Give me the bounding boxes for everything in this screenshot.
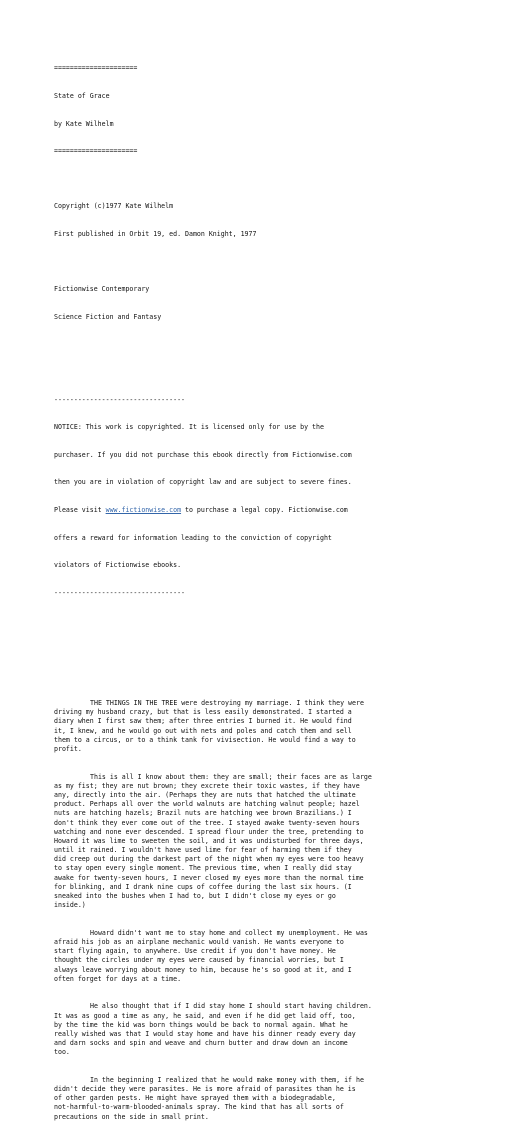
story-author: by Kate Wilhelm [54, 119, 114, 128]
paragraph-line: driving my husband crazy, but that is less easily demonstrated. I started a [54, 708, 352, 717]
publication-line: First published in Orbit 19, ed. Damon Knight, 1977 [54, 229, 257, 238]
paragraph-line: This is all I know about them: they are small; their faces are as large [90, 772, 372, 781]
paragraph-line: and darn socks and spin and weave and churn butter and draw down an income [54, 1039, 348, 1048]
paragraph-2 [54, 773, 494, 911]
paragraph-line: until it rained. I wouldn't have used lime for fear of harming them if they [54, 846, 352, 855]
paragraph-line: them to a circus, or to a think tank for vivisection. He would find a way to [54, 735, 356, 744]
paragraph-4 [54, 1002, 494, 1057]
paragraph-line: for blinking, and I drank nine cups of coffee during the last six hours. (I [54, 882, 352, 891]
paragraph-line: profit. [54, 745, 82, 753]
paragraph-line: He also thought that if I did stay home I should start having children. [90, 1002, 372, 1011]
copyright-line: Copyright (c)1977 Kate Wilhelm [54, 202, 174, 211]
paragraph-3 [54, 929, 494, 984]
document-page [54, 46, 494, 1131]
paragraph-line: too. [54, 1048, 70, 1057]
paragraph-line: THE THINGS IN THE TREE were destroying my marriage. I think they were [90, 699, 364, 708]
notice-line: violators of Fictionwise ebooks. [54, 561, 182, 570]
paragraph-line: thought the circles under my eyes were caused by financial worries, but I [54, 956, 344, 965]
fictionwise-link[interactable]: www.fictionwise.com [105, 505, 182, 514]
paragraph-line: afraid his job as an airplane mechanic would vanish. He wants everyone to [54, 938, 344, 946]
notice-visit-post: to purchase a legal copy. Fictionwise.com [181, 505, 348, 514]
header-rule-bottom: ===================== [54, 147, 138, 156]
paragraph-line: don't think they ever come out of the tree. I stayed awake twenty-seven hours [54, 818, 360, 827]
paragraph-line: to stay open every single moment. The previous time, when I really did stay [54, 864, 352, 873]
paragraph-line: awake for twenty-seven hours, I never closed my eyes more than the normal time [54, 873, 364, 882]
paragraph-line: product. Perhaps all over the world walnuts are hatching walnut people; hazel [54, 800, 360, 809]
notice-line: offers a reward for information leading to the conviction of copyright [54, 533, 332, 542]
paragraph-line: In the beginning I realized that he would make money with them, if he [90, 1075, 364, 1084]
paragraph-line: not-harmful-to-warm-blooded-animals spray. The kind that has all sorts of [54, 1103, 344, 1112]
notice-line: NOTICE: This work is copyrighted. It is licensed only for use by the [54, 423, 324, 432]
paragraph-line: always leave worrying about money to him, because he's so good at it, and I [54, 965, 352, 974]
paragraph-5 [54, 1076, 494, 1122]
notice-rule-top: --------------------------------- [54, 395, 186, 404]
notice-line: then you are in violation of copyright law and are subject to severe fines. [54, 478, 352, 487]
paragraph-line: as my fist; they are nut brown; they excrete their toxic wastes, if they have [54, 781, 360, 790]
notice-visit-line [54, 506, 494, 515]
paragraph-line: did creep out during the darkest part of the night when my eyes were too heavy [54, 855, 364, 864]
notice-rule-bottom: --------------------------------- [54, 588, 186, 597]
paragraph-line: often forget for days at a time. [54, 974, 182, 983]
paragraph-line: start flying again, to anywhere. Use credit if you don't have money. He [54, 947, 336, 956]
paragraph-line: precautions on the side in small print. [54, 1112, 209, 1121]
notice-visit-pre: Please visit [54, 505, 106, 514]
header-rule-top: ===================== [54, 64, 138, 73]
paragraph-line: any, directly into the air. (Perhaps they are nuts that hatched the ultimate [54, 790, 356, 799]
paragraph-line: It was as good a time as any, he said, and even if he did get laid off, too, [54, 1011, 356, 1020]
paragraph-1 [54, 699, 494, 754]
paragraph-line: diary when I first saw them; after three entries I burned it. He would find [54, 717, 352, 726]
notice-line: purchaser. If you did not purchase this ebook directly from Fictionwise.com [54, 450, 352, 459]
paragraph-line: didn't decide they were parasites. He is more afraid of parasites than he is [54, 1085, 356, 1094]
paragraph-line: Howard didn't want me to stay home and collect my unemployment. He was [90, 928, 368, 937]
story-title: State of Grace [54, 92, 110, 100]
paragraph-line: sneaked into the bushes when I had to, but I didn't close my eyes or go [54, 892, 336, 901]
paragraph-line: nuts are hatching hazels; Brazil nuts are hatching wee brown Brazilians.) I [54, 809, 352, 818]
paragraph-line: by the time the kid was born things would be back to normal again. What he [54, 1020, 348, 1029]
paragraph-line: Howard it was lime to sweeten the soil, and it was undisturbed for three days, [54, 836, 364, 845]
imprint-line-2: Science Fiction and Fantasy [54, 312, 162, 321]
paragraph-line: watching and none ever descended. I spread flour under the tree, pretending to [54, 827, 364, 836]
paragraph-line: inside.) [54, 901, 86, 910]
paragraph-line: really wished was that I would stay home and have his dinner ready every day [54, 1029, 356, 1038]
imprint-line-1: Fictionwise Contemporary [54, 285, 150, 294]
paragraph-line: it, I knew, and he would go out with nets and poles and catch them and sell [54, 726, 352, 735]
paragraph-line: of other garden pests. He might have sprayed them with a biodegradable, [54, 1094, 336, 1103]
